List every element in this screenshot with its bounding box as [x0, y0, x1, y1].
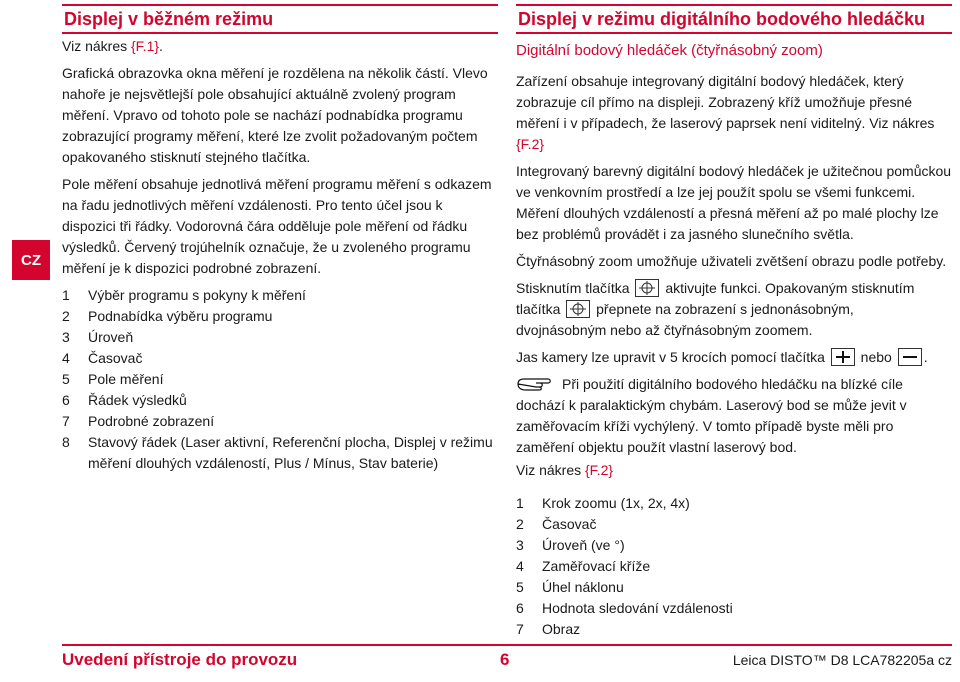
list-item-text: Úhel náklonu: [542, 579, 624, 595]
list-item-number: 2: [62, 308, 70, 324]
press-line-1: [516, 278, 952, 299]
right-body: [516, 40, 952, 640]
list-item: [62, 411, 498, 432]
note-paragraph: [516, 374, 952, 458]
ref-link: {F.1}: [131, 38, 160, 54]
camera-text-c: .: [923, 349, 928, 365]
plus-icon: [831, 348, 855, 366]
list-item-number: 4: [62, 350, 70, 366]
press2b: přepnete na zobrazení s jednonásobným,: [596, 301, 854, 317]
list-item: [62, 285, 498, 306]
left-body: [62, 36, 498, 474]
list-item: [516, 577, 952, 598]
list-item-text: Úroveň: [88, 329, 134, 345]
numbered-list: [62, 285, 498, 474]
language-tab: CZ: [12, 240, 50, 280]
press-line-2: [516, 299, 952, 320]
list-item-number: 7: [62, 413, 70, 429]
list-item-number: 8: [62, 434, 70, 450]
press-line-3: dvojnásobným nebo až čtyřnásobným zoomem.: [516, 322, 813, 338]
camera-text-a: Jas kamery lze upravit v 5 krocích pomocí tlačítka: [516, 349, 825, 365]
footer-chapter-title: Uvedení přístroje do provozu: [62, 650, 298, 669]
list-item-text: Úroveň (ve °): [542, 537, 625, 553]
list-item: [516, 493, 952, 514]
note-text: Při použití digitálního bodového hledáčku na blízké cíle dochází k paralaktickým chybám. Laserový bod se může jevit v zaměřovacím kříži vychýlený. V tomto případě byste měli pro zaměření objektu použít vlastní laserový bod.: [516, 376, 907, 455]
paragraph-2: Integrovaný barevný digitální bodový hledáček je užitečnou pomůckou ve venkovním prostředí a lze jej použít spolu se všemi funkcemi. Měření dlouhých vzdáleností a přesná měření až po malé plochy lze bez problémů provádět i za jasného slunečního světla.: [516, 163, 952, 242]
ref2-link: {F.2}: [585, 462, 614, 478]
pointing-hand-icon: [516, 375, 562, 393]
press1b: aktivujte funkci. Opakovaným stisknutím: [665, 280, 915, 296]
list-item-text: Podrobné zobrazení: [88, 413, 215, 429]
list-item: [62, 390, 498, 411]
list-item-number: 6: [62, 392, 70, 408]
list-item-text: Pole měření: [88, 371, 164, 387]
list-item-text: Podnabídka výběru programu: [88, 308, 273, 324]
press1a: Stisknutím tlačítka: [516, 280, 630, 296]
list-item-text: Stavový řádek (Laser aktivní, Referenční plocha, Displej v režimu měření dlouhých vzdáleností, Plus / Mínus, Stav baterie): [88, 434, 493, 471]
figure-reference-2: [516, 460, 952, 481]
camera-text-b: nebo: [860, 349, 892, 365]
crosshair-icon: [566, 300, 590, 318]
paragraph-2: Pole měření obsahuje jednotlivá měření programu měření s odkazem na řadu jednotlivých měření vzdálenosti. Pro tento účel jsou k dispozici tři řádky. Vodorovná čára odděluje pole měření od řádku výsledků. Červený trojúhelník označuje, že u zvoleného programu měření je k dispozici podrobné zobrazení.: [62, 176, 492, 276]
subheading: Digitální bodový hledáček (čtyřnásobný zoom): [516, 42, 823, 59]
list-item-text: Časovač: [88, 350, 143, 366]
list-item-text: Výběr programu s pokyny k měření: [88, 287, 306, 303]
camera-brightness-line: [516, 347, 952, 368]
list-item-number: 1: [62, 287, 70, 303]
list-item-number: 4: [516, 558, 524, 574]
list-item: [62, 327, 498, 348]
list-item: [516, 514, 952, 535]
section-heading-pointfinder: Displej v režimu digitálního bodového hledáčku: [516, 4, 952, 34]
list-item-text: Zaměřovací kříže: [542, 558, 651, 574]
crosshair-icon: [635, 279, 659, 297]
list-item-number: 3: [516, 537, 524, 553]
ref-suffix: .: [159, 38, 163, 54]
list-item-text: Hodnota sledování vzdálenosti: [542, 600, 733, 616]
paragraph-1: Grafická obrazovka okna měření je rozdělena na několik částí. Vlevo nahoře je nejsvětlejší pole obsahující aktuálně zvolený program měření. Vpravo od tohoto pole se nachází podnabídka programu zobrazující programy měření, které lze zvolit požadovaným počtem opakovaného stisknutí stejného tlačítka.: [62, 65, 488, 165]
list-item: [516, 535, 952, 556]
list-item-number: 2: [516, 516, 524, 532]
list-item-number: 5: [62, 371, 70, 387]
list-item-text: Řádek výsledků: [88, 392, 187, 408]
ref2-prefix: Viz nákres: [516, 462, 585, 478]
para1-text: Zařízení obsahuje integrovaný digitální bodový hledáček, který zobrazuje cíl přímo na displeji. Zobrazený kříž umožňuje přesné měření i v případech, že laserový paprsek není viditelný. Viz nákres: [516, 73, 935, 131]
list-item-number: 5: [516, 579, 524, 595]
figure-reference: [62, 36, 498, 57]
list-item: [516, 619, 952, 640]
paragraph-3: Čtyřnásobný zoom umožňuje uživateli zvětšení obrazu podle potřeby.: [516, 253, 947, 269]
list-item-text: Obraz: [542, 621, 581, 637]
list-item: [62, 306, 498, 327]
numbered-list: [516, 493, 952, 640]
list-item-number: 6: [516, 600, 524, 616]
list-item: [62, 348, 498, 369]
ref-prefix: Viz nákres: [62, 38, 131, 54]
ref-link: {F.2}: [516, 136, 545, 152]
paragraph-1: [516, 71, 952, 155]
footer-product-code: Leica DISTO™ D8 LCA782205a cz: [732, 652, 952, 668]
list-item-text: Časovač: [542, 516, 597, 532]
list-item-number: 3: [62, 329, 70, 345]
list-item-text: Krok zoomu (1x, 2x, 4x): [542, 495, 690, 511]
minus-icon: [898, 348, 922, 366]
list-item: [516, 556, 952, 577]
page-number: 6: [500, 650, 510, 669]
list-item: [62, 369, 498, 390]
list-item-number: 7: [516, 621, 524, 637]
list-item: [62, 432, 498, 474]
list-item: [516, 598, 952, 619]
footer-divider: [62, 644, 952, 646]
section-heading-normal-display: Displej v běžném režimu: [62, 4, 498, 34]
list-item-number: 1: [516, 495, 524, 511]
press2a: tlačítka: [516, 301, 561, 317]
